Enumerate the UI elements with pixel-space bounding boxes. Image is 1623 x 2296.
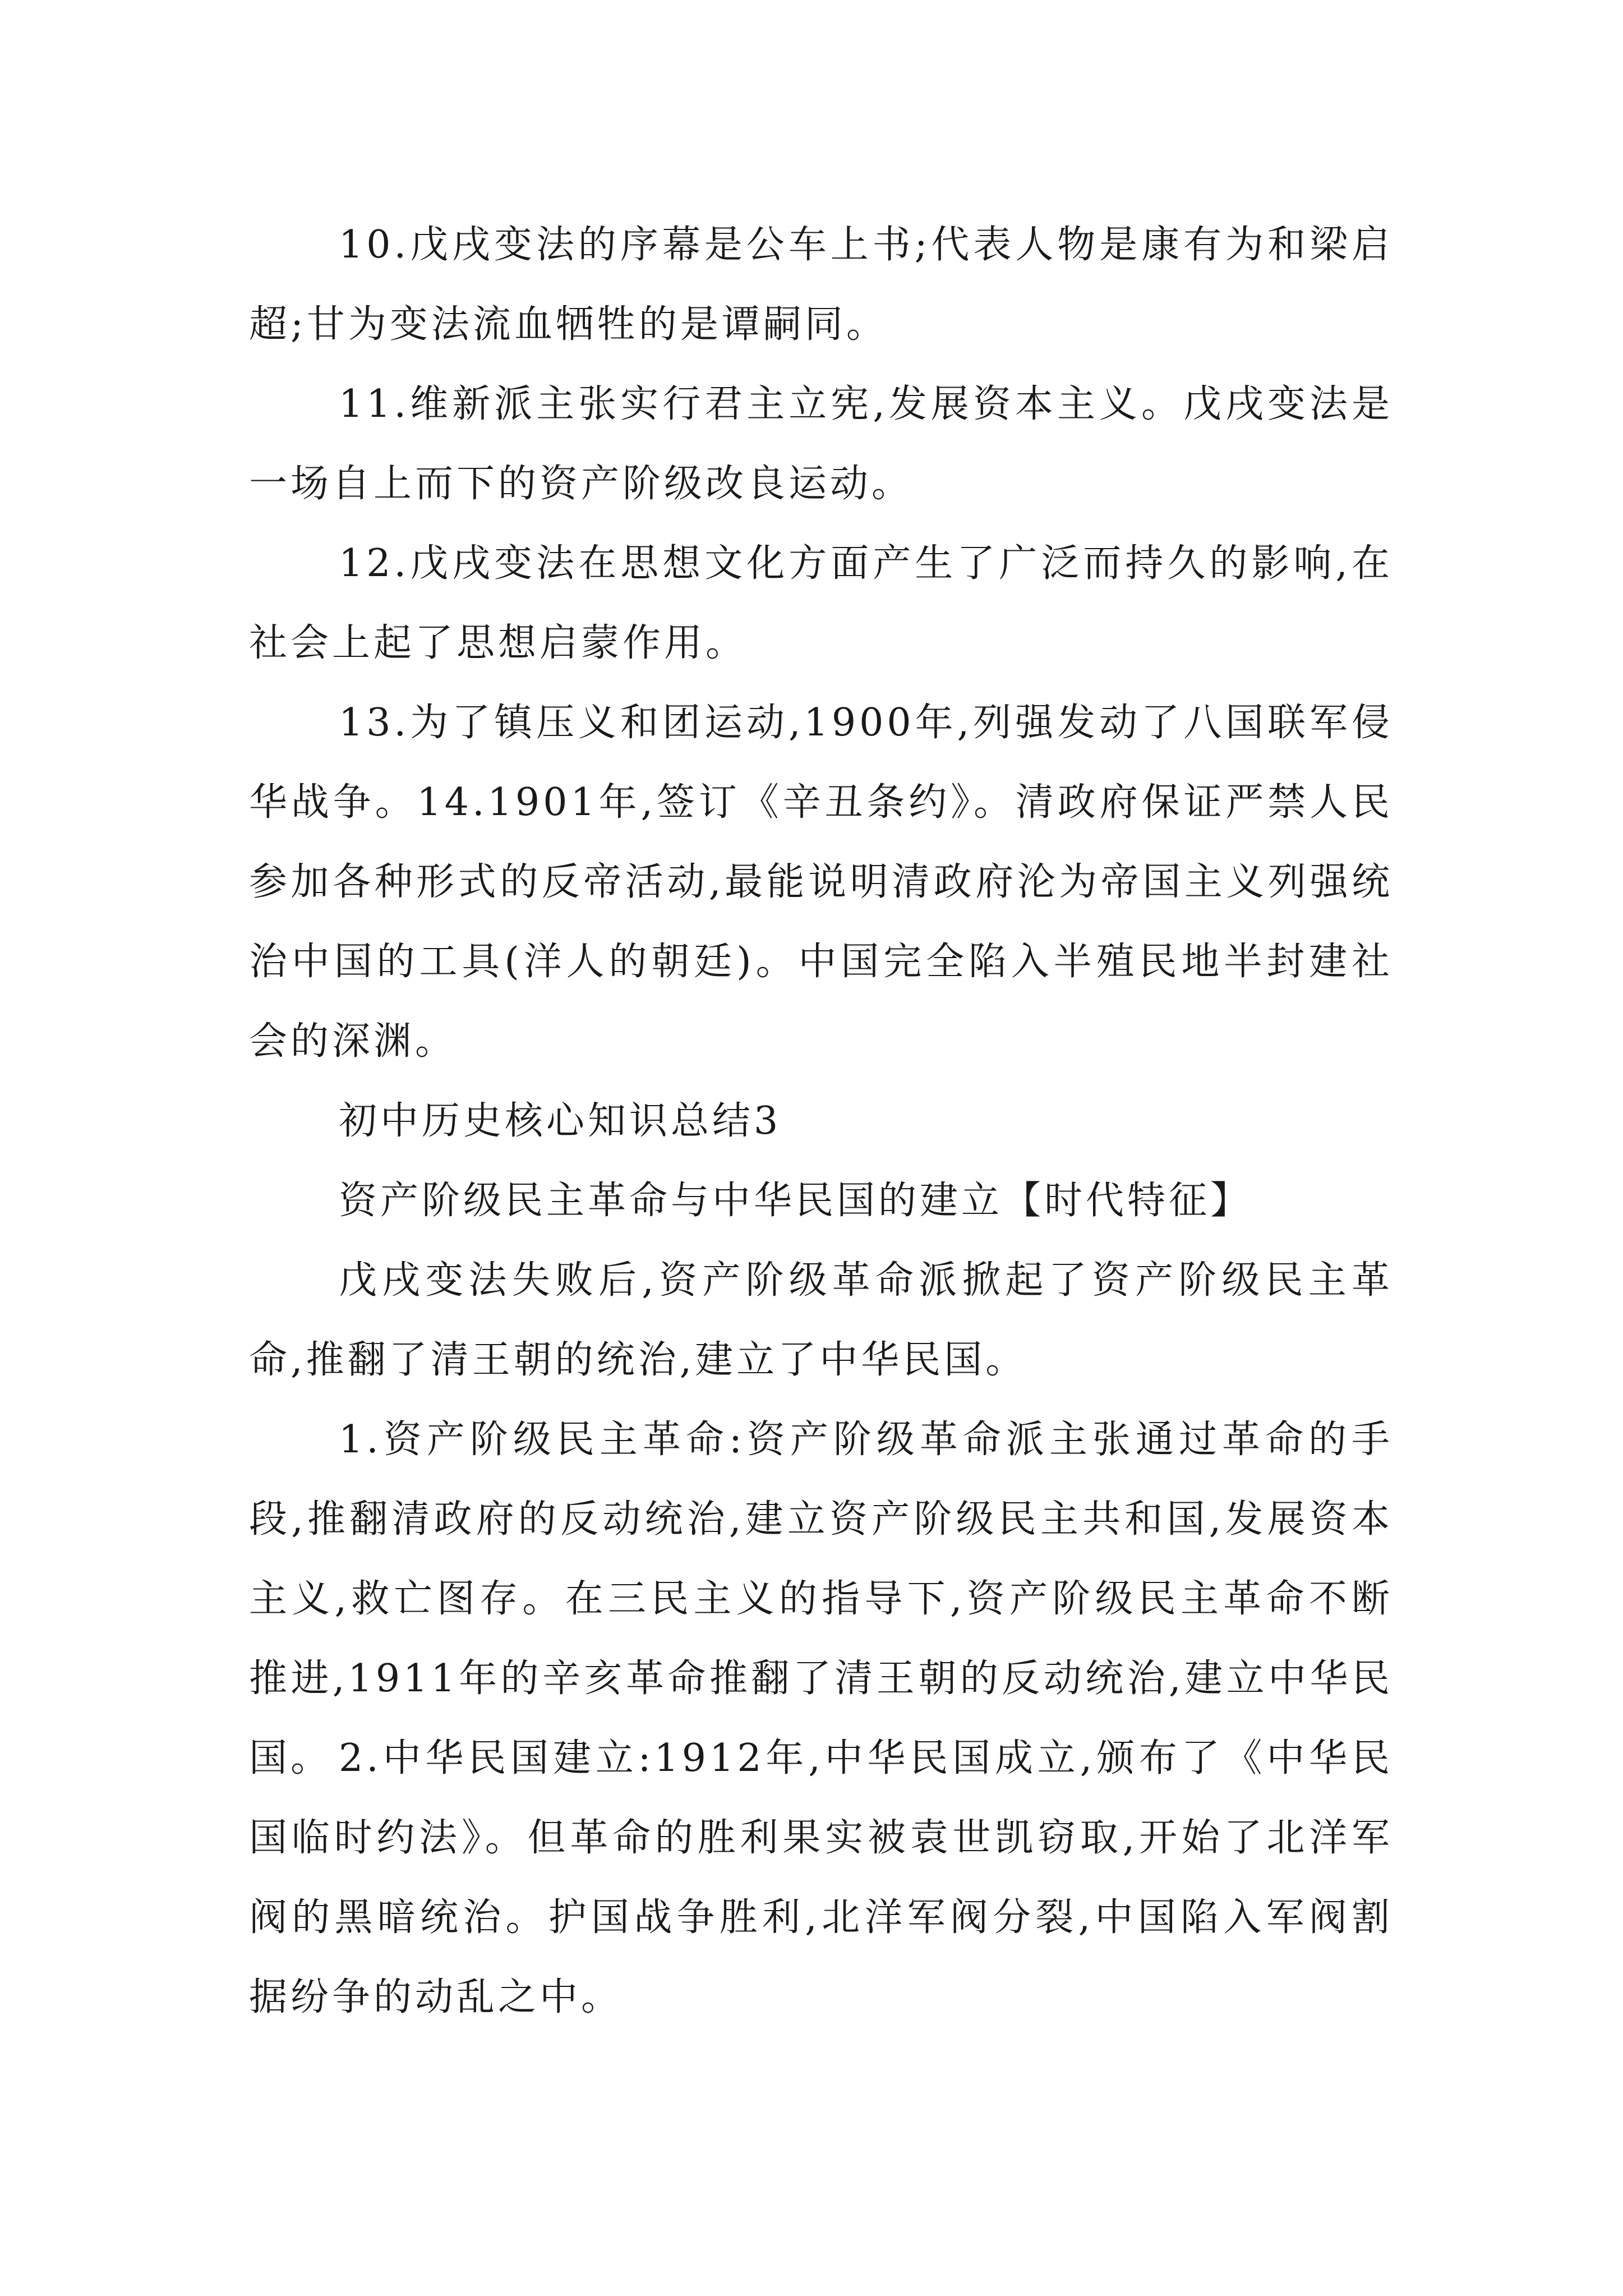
paragraph-11-reformists-proposal: 11.维新派主张实行君主立宪,发展资本主义。戊戌变法是一场自上而下的资产阶级改良运动。 (249, 382, 1393, 506)
paragraph-12-reform-influence: 12.戊戌变法在思想文化方面产生了广泛而持久的影响,在社会上起了思想启蒙作用。 (249, 541, 1393, 665)
paragraph-1-democratic-revolution: 1.资产阶级民主革命:资产阶级革命派主张通过革命的手段,推翻清政府的反动统治,建立资产阶级民主共和国,发展资本主义,救亡图存。在三民主义的指导下,资产阶级民主革命不断推进,1911年的辛亥革命推翻了清王朝的反动统治,建立中华民国。 (249, 1418, 1393, 1780)
section-title: 初中历史核心知识总结3 (339, 1099, 782, 1143)
paragraph-era-characteristics: 戊戌变法失败后,资产阶级革命派掀起了资产阶级民主革命,推翻了清王朝的统治,建立了中华民国。 (249, 1258, 1393, 1382)
section-subtitle: 资产阶级民主革命与中华民国的建立【时代特征】 (339, 1179, 1252, 1223)
paragraph-13-14-boxer-and-treaty: 13.为了镇压义和团运动,1900年,列强发动了八国联军侵华战争。14.1901年,签订《辛丑条约》。清政府保证严禁人民参加各种形式的反帝活动,最能说明清政府沦为帝国主义列强统治中国的工具(洋人的朝廷)。中国完全陷入半殖民地半封建社会的深渊。 (249, 701, 1393, 1064)
paragraph-2-republic-founding: 2.中华民国建立:1912年,中华民国成立,颁布了《中华民国临时约法》。但革命的胜利果实被袁世凯窃取,开始了北洋军阀的黑暗统治。护国战争胜利,北洋军阀分裂,中国陷入军阀割据纷争的动乱之中。 (249, 1736, 1393, 2019)
paragraph-10-reform-prelude: 10.戊戌变法的序幕是公车上书;代表人物是康有为和梁启超;甘为变法流血牺牲的是谭嗣同。 (249, 223, 1393, 347)
